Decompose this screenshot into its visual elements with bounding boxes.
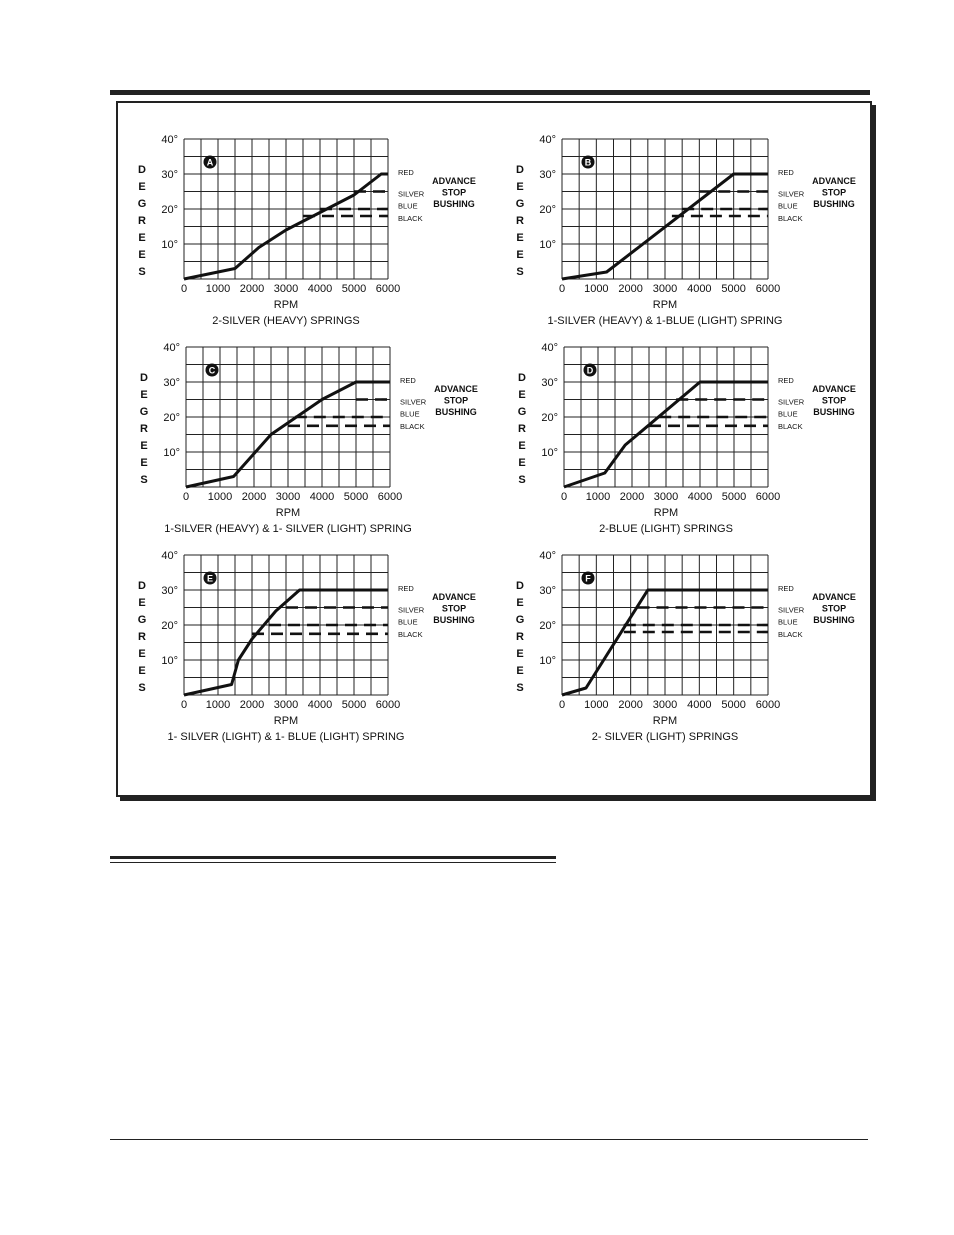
x-tick-label: 3000 bbox=[273, 699, 299, 711]
x-tick-label: 4000 bbox=[309, 491, 335, 503]
chart-badge-letter: E bbox=[206, 573, 214, 584]
y-tick-label: 10° bbox=[163, 447, 180, 459]
chart-panel-f bbox=[516, 550, 856, 743]
y-tick-label: 40° bbox=[539, 134, 556, 146]
x-tick-label: 5000 bbox=[341, 699, 367, 711]
line-label-black: BLACK bbox=[398, 213, 423, 223]
x-tick-label: 1000 bbox=[584, 699, 609, 711]
side-label-advance: ADVANCE bbox=[812, 384, 856, 394]
x-tick-label: 2000 bbox=[239, 699, 265, 711]
y-axis-label-letter: S bbox=[138, 682, 146, 694]
x-axis-label: RPM bbox=[652, 299, 678, 311]
y-axis-label-letter: S bbox=[140, 474, 148, 486]
y-axis-label-letter: G bbox=[137, 614, 147, 626]
x-tick-label: 6000 bbox=[755, 699, 781, 711]
y-axis-label-letter: S bbox=[516, 266, 524, 278]
y-axis-label-letter: D bbox=[140, 372, 148, 384]
x-tick-label: 5000 bbox=[721, 283, 746, 295]
y-tick-label: 30° bbox=[161, 169, 178, 181]
x-tick-label: 1000 bbox=[207, 491, 233, 503]
y-axis-label-letter: G bbox=[137, 198, 147, 210]
x-tick-label: 0 bbox=[180, 699, 188, 711]
x-tick-label: 5000 bbox=[341, 283, 367, 295]
x-tick-label: 2000 bbox=[618, 699, 643, 711]
x-axis-label: RPM bbox=[653, 507, 679, 519]
y-axis-label-letter: E bbox=[516, 181, 524, 193]
charts-svg bbox=[118, 103, 870, 795]
line-label-black: BLACK bbox=[778, 421, 803, 431]
y-axis-label-letter: E bbox=[516, 648, 524, 660]
y-axis-label-letter: E bbox=[140, 457, 148, 469]
side-label-bushing: BUSHING bbox=[813, 199, 855, 209]
y-tick-label: 30° bbox=[539, 585, 556, 597]
y-axis-label-letter: E bbox=[138, 665, 146, 677]
y-tick-label: 10° bbox=[161, 239, 178, 251]
x-tick-label: 4000 bbox=[687, 699, 712, 711]
y-tick-label: 20° bbox=[539, 204, 556, 216]
chart-caption: 2- SILVER (LIGHT) SPRINGS bbox=[591, 731, 739, 743]
line-label-blue: BLUE bbox=[398, 617, 418, 627]
x-tick-label: 6000 bbox=[375, 283, 401, 295]
line-label-red: RED bbox=[398, 168, 414, 177]
y-axis-label bbox=[138, 580, 147, 694]
line-label-blue: BLUE bbox=[778, 201, 798, 211]
x-tick-label: 0 bbox=[180, 283, 188, 295]
line-label-silver: SILVER bbox=[778, 397, 805, 407]
chart-panel-d bbox=[518, 342, 856, 535]
line-label-blue: BLUE bbox=[400, 409, 420, 419]
line-label-blue: BLUE bbox=[778, 617, 798, 627]
x-tick-label: 5000 bbox=[721, 491, 747, 503]
y-axis-label bbox=[140, 372, 149, 486]
x-tick-label: 4000 bbox=[307, 283, 333, 295]
top-rule bbox=[110, 90, 870, 95]
line-label-red: RED bbox=[778, 168, 794, 177]
side-label-advance: ADVANCE bbox=[434, 384, 478, 394]
line-label-blue: BLUE bbox=[778, 409, 798, 419]
y-tick-label: 20° bbox=[161, 204, 178, 216]
y-tick-label: 20° bbox=[161, 620, 178, 632]
y-axis-label-letter: E bbox=[516, 232, 524, 244]
x-tick-label: 4000 bbox=[687, 491, 713, 503]
y-axis-label-letter: R bbox=[138, 631, 146, 643]
line-label-black: BLACK bbox=[778, 213, 803, 223]
y-tick-label: 10° bbox=[161, 655, 178, 667]
x-tick-label: 5000 bbox=[721, 699, 746, 711]
x-tick-label: 3000 bbox=[653, 491, 679, 503]
x-tick-label: 6000 bbox=[755, 283, 781, 295]
y-axis-label bbox=[138, 164, 147, 278]
line-label-silver: SILVER bbox=[400, 397, 427, 407]
section-rule bbox=[110, 856, 556, 859]
x-tick-label: 5000 bbox=[343, 491, 369, 503]
y-axis-label-letter: D bbox=[516, 164, 524, 176]
line-label-red: RED bbox=[778, 376, 794, 385]
y-tick-label: 40° bbox=[163, 342, 180, 354]
chart-badge-letter: F bbox=[585, 573, 591, 584]
side-label-stop: STOP bbox=[443, 395, 469, 406]
y-axis-label-letter: S bbox=[138, 266, 146, 278]
figure-frame bbox=[116, 101, 872, 797]
side-label-stop: STOP bbox=[441, 187, 467, 198]
chart-caption: 1-SILVER (HEAVY) & 1- SILVER (LIGHT) SPRING bbox=[164, 523, 412, 535]
y-axis-label-letter: D bbox=[138, 580, 146, 592]
side-label-bushing: BUSHING bbox=[813, 615, 855, 625]
x-tick-label: 2000 bbox=[619, 491, 645, 503]
y-axis-label-letter: D bbox=[138, 164, 146, 176]
side-label-bushing: BUSHING bbox=[433, 615, 475, 625]
x-tick-label: 0 bbox=[560, 491, 568, 503]
y-axis-label bbox=[518, 372, 527, 486]
x-tick-label: 3000 bbox=[652, 283, 678, 295]
y-tick-label: 40° bbox=[161, 134, 178, 146]
y-axis-label-letter: D bbox=[518, 372, 526, 384]
x-axis-label: RPM bbox=[275, 507, 301, 519]
line-label-silver: SILVER bbox=[778, 605, 805, 615]
x-tick-label: 3000 bbox=[652, 699, 678, 711]
side-label-stop: STOP bbox=[821, 395, 847, 406]
y-axis-label-letter: R bbox=[516, 215, 524, 227]
chart-caption: 2-BLUE (LIGHT) SPRINGS bbox=[599, 523, 733, 535]
y-tick-label: 30° bbox=[163, 377, 180, 389]
line-label-black: BLACK bbox=[778, 629, 803, 639]
section-rule-thin bbox=[110, 862, 556, 863]
x-axis-label: RPM bbox=[273, 715, 299, 727]
line-label-black: BLACK bbox=[400, 421, 425, 431]
y-tick-label: 10° bbox=[541, 447, 558, 459]
y-tick-label: 30° bbox=[539, 169, 556, 181]
line-label-red: RED bbox=[398, 584, 414, 593]
chart-badge-letter: C bbox=[208, 365, 216, 376]
x-tick-label: 1000 bbox=[205, 283, 231, 295]
x-tick-label: 1000 bbox=[584, 283, 609, 295]
y-axis-label-letter: E bbox=[516, 665, 524, 677]
y-axis-label-letter: E bbox=[140, 440, 148, 452]
side-label-advance: ADVANCE bbox=[812, 176, 856, 186]
chart-caption: 2-SILVER (HEAVY) SPRINGS bbox=[212, 315, 360, 327]
y-axis-label-letter: E bbox=[518, 389, 526, 401]
side-label-stop: STOP bbox=[821, 603, 847, 614]
chart-panel-a bbox=[138, 134, 476, 327]
side-label-bushing: BUSHING bbox=[813, 407, 855, 417]
x-axis-label: RPM bbox=[273, 299, 299, 311]
line-label-red: RED bbox=[400, 376, 416, 385]
y-tick-label: 30° bbox=[541, 377, 558, 389]
x-tick-label: 0 bbox=[558, 283, 566, 295]
side-label-bushing: BUSHING bbox=[435, 407, 477, 417]
line-label-blue: BLUE bbox=[398, 201, 418, 211]
y-tick-label: 40° bbox=[541, 342, 558, 354]
y-axis-label-letter: R bbox=[516, 631, 524, 643]
x-tick-label: 4000 bbox=[687, 283, 712, 295]
x-tick-label: 0 bbox=[182, 491, 190, 503]
y-axis-label-letter: E bbox=[516, 597, 524, 609]
line-label-silver: SILVER bbox=[778, 189, 805, 199]
y-tick-label: 40° bbox=[539, 550, 556, 562]
y-axis-label-letter: G bbox=[517, 406, 527, 418]
side-label-advance: ADVANCE bbox=[812, 592, 856, 602]
y-tick-label: 20° bbox=[163, 412, 180, 424]
bottom-rule bbox=[110, 1139, 868, 1140]
chart-panel-e bbox=[138, 550, 476, 743]
y-axis-label-letter: E bbox=[518, 457, 526, 469]
side-label-advance: ADVANCE bbox=[432, 592, 476, 602]
line-label-silver: SILVER bbox=[398, 189, 425, 199]
side-label-stop: STOP bbox=[441, 603, 467, 614]
y-axis-label bbox=[516, 580, 525, 694]
chart-caption: 1-SILVER (HEAVY) & 1-BLUE (LIGHT) SPRING bbox=[547, 315, 783, 327]
y-axis-label-letter: E bbox=[138, 597, 146, 609]
x-tick-label: 3000 bbox=[275, 491, 301, 503]
chart-caption: 1- SILVER (LIGHT) & 1- BLUE (LIGHT) SPRING bbox=[167, 731, 405, 743]
y-axis-label-letter: S bbox=[518, 474, 526, 486]
x-tick-label: 3000 bbox=[273, 283, 299, 295]
y-axis-label-letter: S bbox=[516, 682, 524, 694]
y-axis-label-letter: G bbox=[515, 614, 525, 626]
y-axis-label-letter: R bbox=[140, 423, 148, 435]
y-tick-label: 10° bbox=[539, 239, 556, 251]
x-tick-label: 6000 bbox=[375, 699, 401, 711]
chart-badge-letter: B bbox=[584, 157, 592, 168]
y-axis-label-letter: E bbox=[138, 232, 146, 244]
side-label-advance: ADVANCE bbox=[432, 176, 476, 186]
y-axis-label bbox=[516, 164, 525, 278]
x-tick-label: 2000 bbox=[239, 283, 265, 295]
y-axis-label-letter: E bbox=[138, 181, 146, 193]
y-axis-label-letter: E bbox=[140, 389, 148, 401]
y-tick-label: 20° bbox=[539, 620, 556, 632]
y-axis-label-letter: G bbox=[139, 406, 149, 418]
line-label-silver: SILVER bbox=[398, 605, 425, 615]
chart-badge-letter: D bbox=[586, 365, 594, 376]
x-tick-label: 0 bbox=[558, 699, 566, 711]
x-tick-label: 1000 bbox=[205, 699, 231, 711]
x-tick-label: 2000 bbox=[618, 283, 643, 295]
side-label-stop: STOP bbox=[821, 187, 847, 198]
x-tick-label: 1000 bbox=[585, 491, 611, 503]
y-axis-label-letter: R bbox=[518, 423, 526, 435]
x-tick-label: 2000 bbox=[241, 491, 267, 503]
y-axis-label-letter: R bbox=[138, 215, 146, 227]
x-tick-label: 6000 bbox=[755, 491, 781, 503]
x-axis-label: RPM bbox=[652, 715, 678, 727]
x-tick-label: 4000 bbox=[307, 699, 333, 711]
x-tick-label: 6000 bbox=[377, 491, 403, 503]
y-tick-label: 40° bbox=[161, 550, 178, 562]
y-tick-label: 30° bbox=[161, 585, 178, 597]
y-axis-label-letter: E bbox=[138, 249, 146, 261]
y-tick-label: 10° bbox=[539, 655, 556, 667]
y-axis-label-letter: E bbox=[138, 648, 146, 660]
y-axis-label-letter: E bbox=[518, 440, 526, 452]
chart-panel-b bbox=[516, 134, 856, 327]
chart-panel-c bbox=[140, 342, 478, 535]
chart-badge-letter: A bbox=[206, 157, 214, 168]
side-label-bushing: BUSHING bbox=[433, 199, 475, 209]
y-axis-label-letter: E bbox=[516, 249, 524, 261]
line-label-red: RED bbox=[778, 584, 794, 593]
line-label-black: BLACK bbox=[398, 629, 423, 639]
y-axis-label-letter: D bbox=[516, 580, 524, 592]
y-axis-label-letter: G bbox=[515, 198, 525, 210]
y-tick-label: 20° bbox=[541, 412, 558, 424]
